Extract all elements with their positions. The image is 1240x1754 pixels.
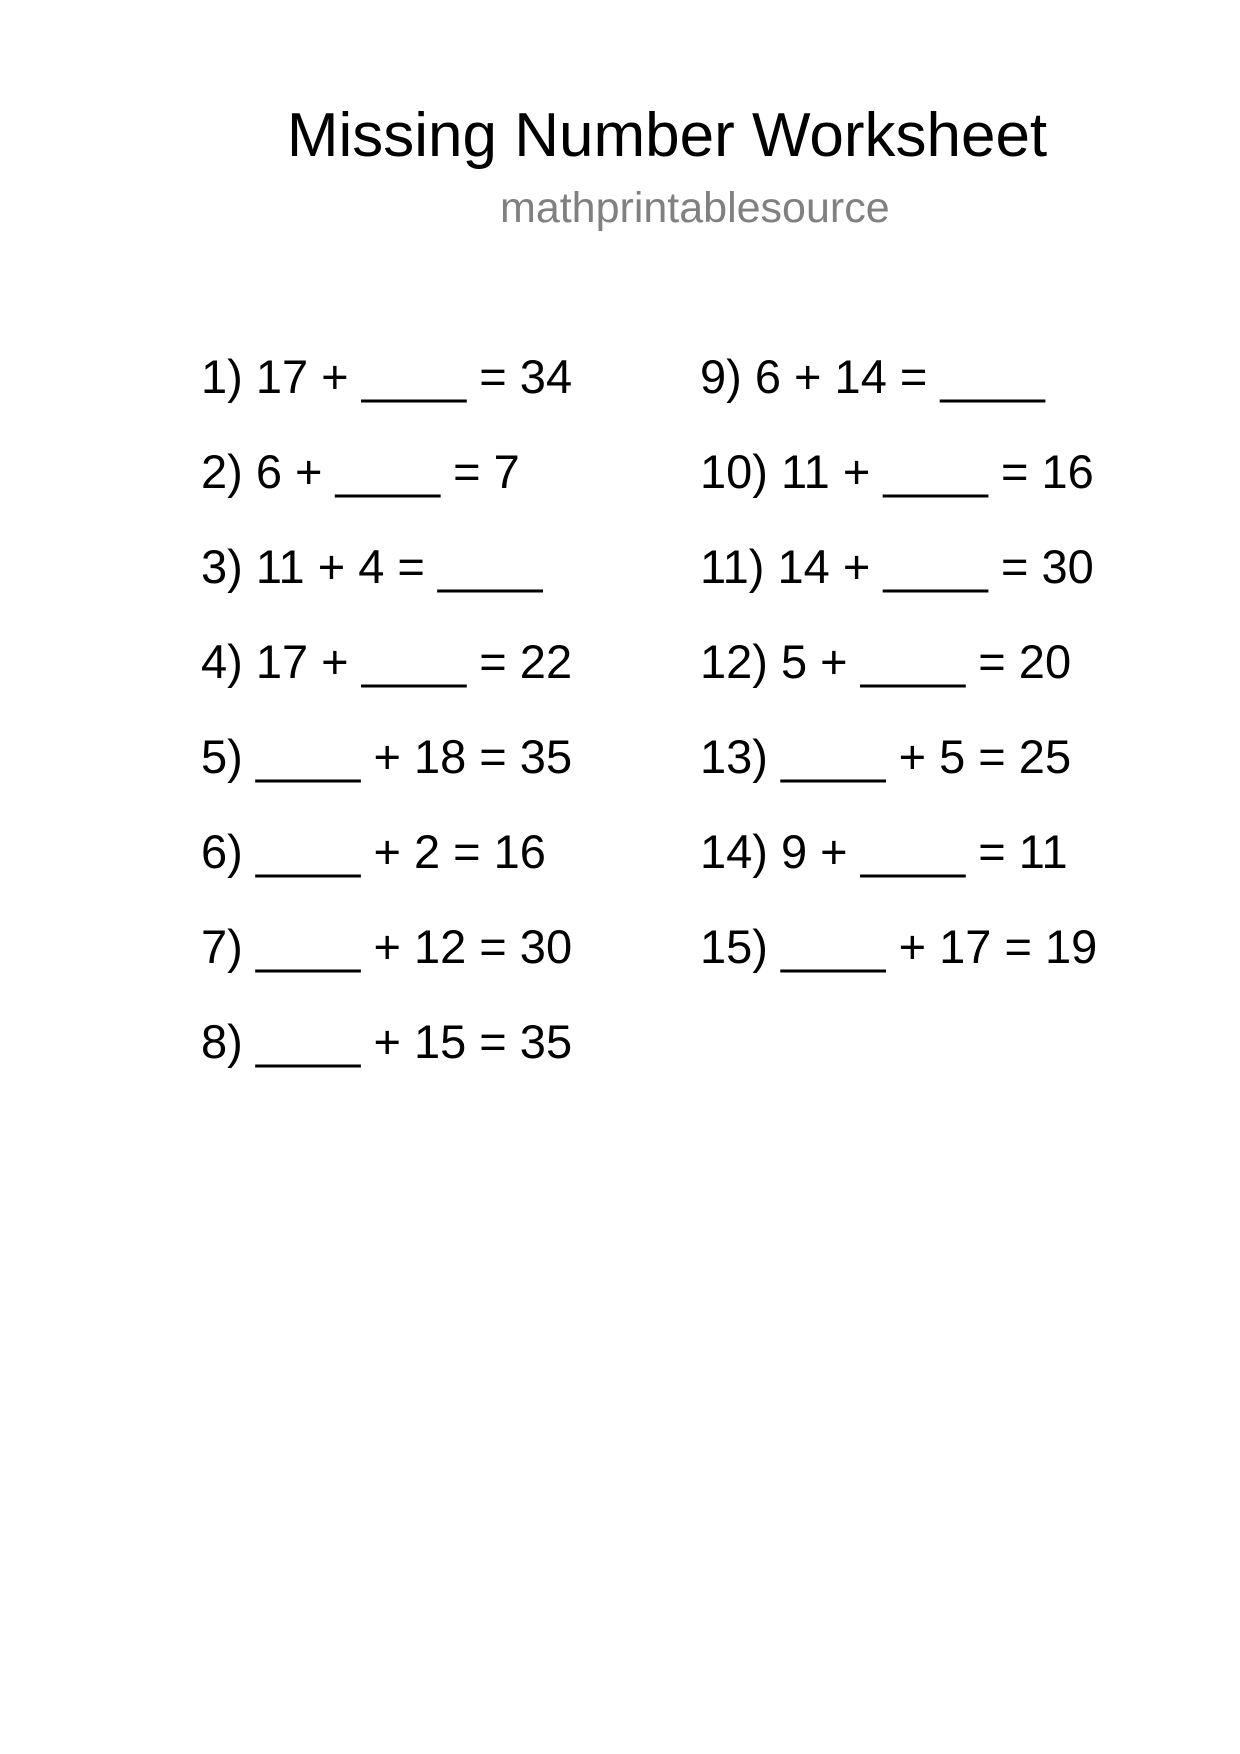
problem-1: 1) 17 + ____ = 34 (201, 350, 573, 403)
problem-8: 8) ____ + 15 = 35 (201, 1015, 573, 1068)
problems-right-column (700, 349, 1097, 1014)
problem-3: 3) 11 + 4 = ____ (201, 540, 543, 593)
problem-12: 12) 5 + ____ = 20 (700, 635, 1072, 688)
problem-9: 9) 6 + 14 = ____ (700, 350, 1045, 403)
problem-5: 5) ____ + 18 = 35 (201, 730, 573, 783)
problem-15: 15) ____ + 17 = 19 (700, 920, 1098, 973)
problem-6: 6) ____ + 2 = 16 (201, 825, 546, 878)
problem-11: 11) 14 + ____ = 30 (700, 540, 1094, 593)
problems-left-column (201, 349, 572, 1109)
problem-10: 10) 11 + ____ = 16 (700, 445, 1094, 498)
problem-7: 7) ____ + 12 = 30 (201, 920, 573, 973)
problem-4: 4) 17 + ____ = 22 (201, 635, 573, 688)
problem-2: 2) 6 + ____ = 7 (201, 445, 520, 498)
worksheet-source: mathprintablesource (500, 184, 890, 232)
worksheet-title: Missing Number Worksheet (286, 101, 1048, 170)
problem-14: 14) 9 + ____ = 11 (700, 825, 1068, 878)
problem-13: 13) ____ + 5 = 25 (700, 730, 1072, 783)
